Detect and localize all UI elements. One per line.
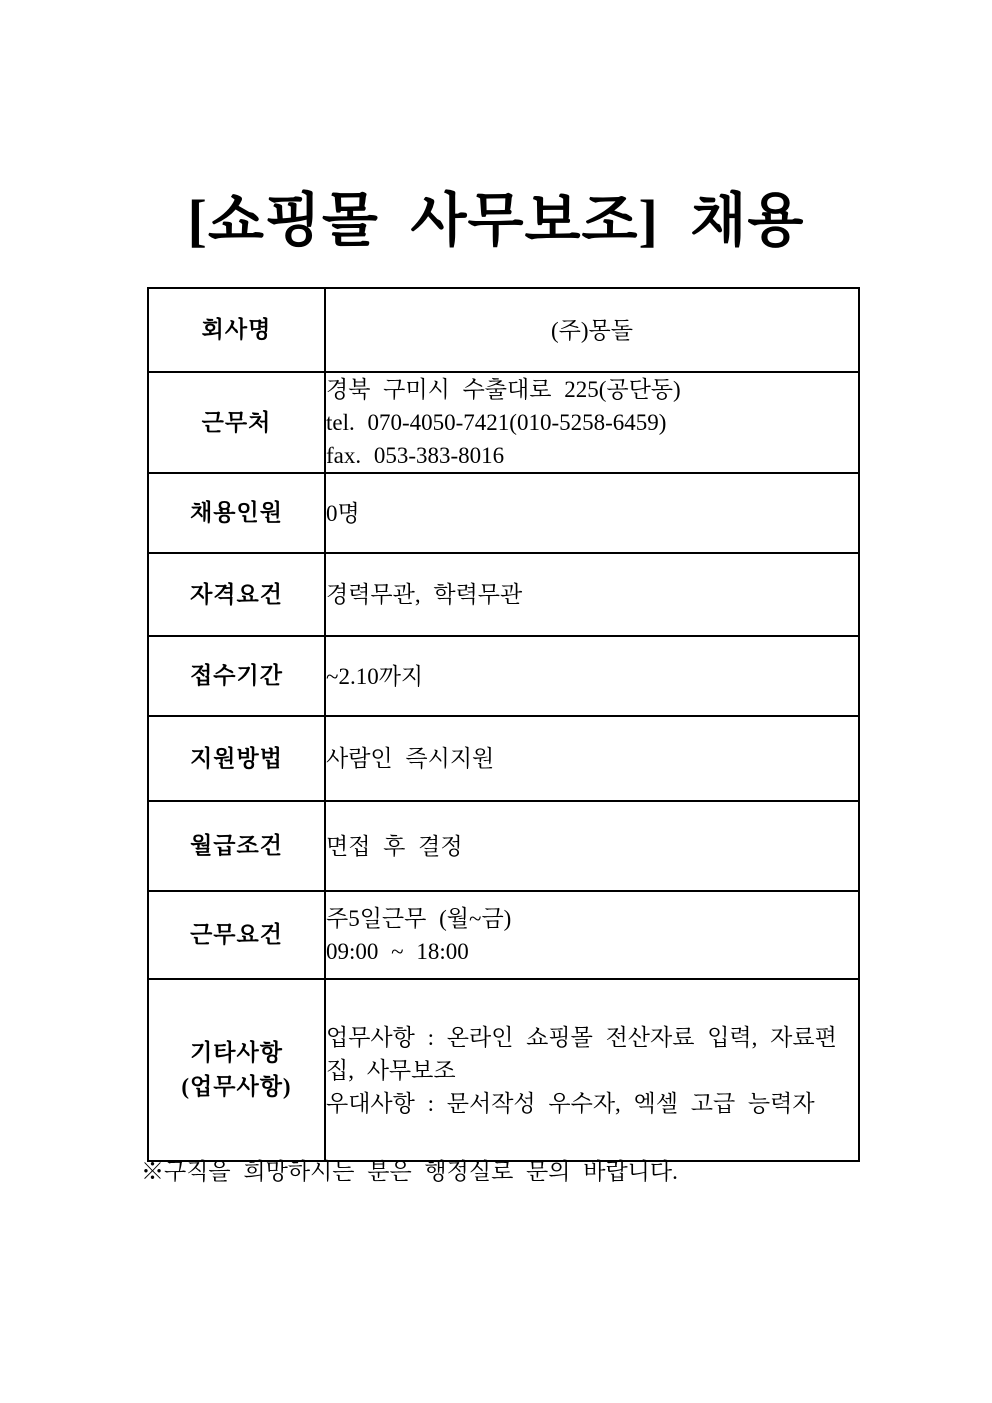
row-label-line: 월급조건 <box>190 833 283 858</box>
row-value-line: 면접 후 결정 <box>326 833 463 859</box>
table-row <box>148 372 859 473</box>
row-value-line: ~2.10까지 <box>326 663 424 689</box>
row-value-line: 우대사항 : 문서작성 우수자, 엑셀 고급 능력자 <box>326 1090 815 1116</box>
job-info-table <box>147 287 860 1162</box>
row-value <box>325 979 859 1161</box>
row-value-line: 0명 <box>326 500 360 526</box>
row-label <box>148 979 325 1161</box>
row-label <box>148 891 325 979</box>
row-label <box>148 716 325 801</box>
row-label <box>148 801 325 891</box>
row-value <box>325 636 859 716</box>
row-value-line: 주5일근무 (월~금) <box>326 906 512 931</box>
table-row <box>148 553 859 636</box>
row-label-line: 자격요건 <box>190 581 283 607</box>
footer-note: ※구직을 희망하시는 분은 행정실로 문의 바랍니다. <box>141 1159 678 1184</box>
row-value-line: 09:00 ~ 18:00 <box>326 939 469 964</box>
row-label <box>148 288 325 372</box>
row-value <box>325 716 859 801</box>
row-label <box>148 473 325 553</box>
table-row <box>148 979 859 1161</box>
row-value <box>325 891 859 979</box>
job-table-body <box>148 288 859 1161</box>
row-value-line: (주)몽돌 <box>551 317 633 343</box>
table-row <box>148 636 859 716</box>
row-value <box>325 473 859 553</box>
table-row <box>148 891 859 979</box>
row-label <box>148 636 325 716</box>
row-label-line: 기타사항 <box>190 1040 283 1065</box>
row-value-line: fax. 053-383-8016 <box>326 443 505 468</box>
row-label-line: 채용인원 <box>190 500 283 525</box>
row-label-line: 지원방법 <box>190 745 283 771</box>
row-value-line: 경력무관, 학력무관 <box>326 582 523 607</box>
row-label-line: 근무처 <box>201 409 272 435</box>
row-value-line: 사람인 즉시지원 <box>326 746 495 771</box>
row-value-line: 경북 구미시 수출대로 225(공단동) <box>326 377 681 402</box>
row-value <box>325 372 859 473</box>
row-value <box>325 801 859 891</box>
row-value-line: 업무사항 : 온라인 쇼핑몰 전산자료 입력, 자료편집, 사무보조 <box>326 1024 837 1083</box>
table-row <box>148 716 859 801</box>
row-label-line: 접수기간 <box>190 663 283 688</box>
row-value-line: tel. 070-4050-7421(010-5258-6459) <box>326 410 667 435</box>
table-row <box>148 801 859 891</box>
table-row <box>148 473 859 553</box>
row-label <box>148 372 325 473</box>
row-value <box>325 553 859 636</box>
table-row <box>148 288 859 372</box>
page-title: [쇼핑몰 사무보조] 채용 <box>187 187 805 253</box>
row-label <box>148 553 325 636</box>
row-label-line: 근무요건 <box>190 922 283 947</box>
row-label-line: (업무사항) <box>181 1074 292 1099</box>
row-value <box>325 288 859 372</box>
row-label-line: 회사명 <box>201 317 272 342</box>
